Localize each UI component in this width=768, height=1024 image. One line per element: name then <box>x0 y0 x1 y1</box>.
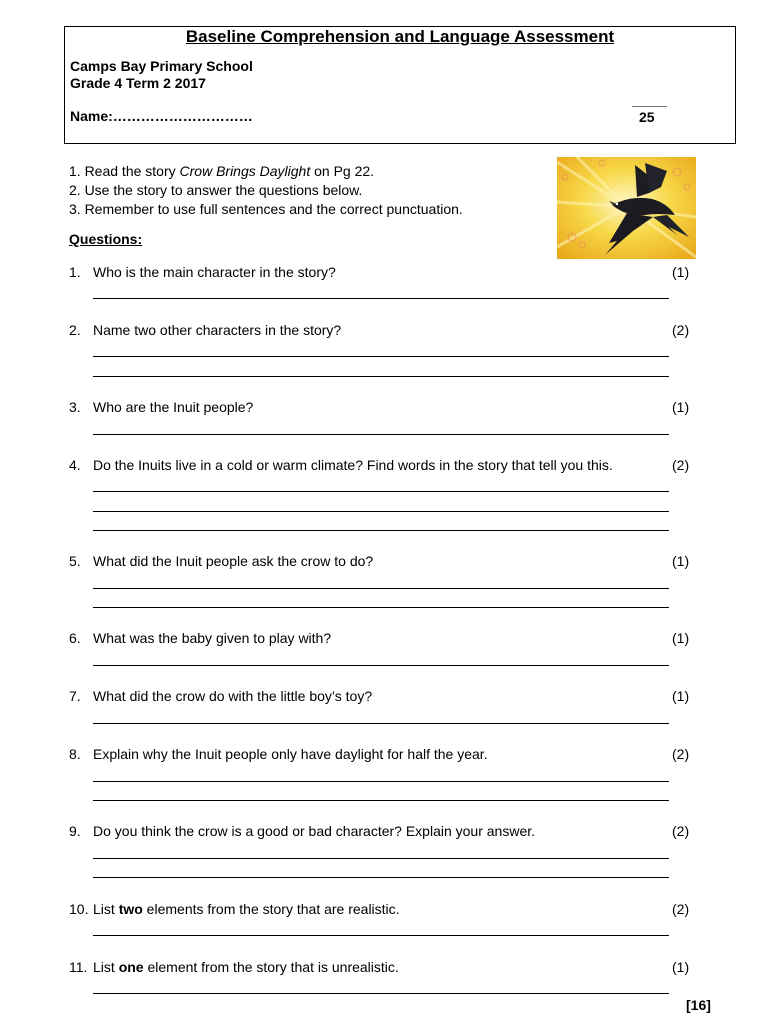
answer-line[interactable] <box>93 781 669 782</box>
answer-line[interactable] <box>93 298 669 299</box>
question-emphasis: one <box>118 959 144 975</box>
instruction-1 <box>69 163 374 180</box>
question-number: 8. <box>69 746 81 762</box>
question-text: What was the baby given to play with? <box>93 630 332 646</box>
answer-line[interactable] <box>93 376 669 377</box>
question-number: 5. <box>69 553 81 569</box>
question-marks: (1) <box>672 264 690 280</box>
instruction-2: 2. Use the story to answer the questions below. <box>69 182 363 198</box>
instruction-1-text: 1. Read the story <box>69 163 180 179</box>
answer-line[interactable] <box>93 723 669 724</box>
question-marks: (1) <box>672 553 690 569</box>
question-number: 1. <box>69 264 81 280</box>
question-text: Do you think the crow is a good or bad character? Explain your answer. <box>93 823 536 839</box>
total-score: 25 <box>639 109 655 125</box>
question-text-part: List <box>93 901 119 917</box>
question-number: 11. <box>69 959 88 975</box>
question-text: What did the Inuit people ask the crow to do? <box>93 553 374 569</box>
answer-line[interactable] <box>93 993 669 994</box>
instruction-1-page: on Pg 22. <box>310 163 375 179</box>
question-text <box>93 959 399 975</box>
answer-line[interactable] <box>93 877 669 878</box>
story-title: Crow Brings Daylight <box>179 163 311 179</box>
name-field-label[interactable]: Name:………………………… <box>70 108 253 124</box>
answer-line[interactable] <box>93 607 669 608</box>
question-number: 3. <box>69 399 81 415</box>
questions-heading: Questions: <box>69 231 143 247</box>
answer-line[interactable] <box>93 356 669 357</box>
answer-line[interactable] <box>93 511 669 512</box>
question-number: 2. <box>69 322 81 338</box>
question-emphasis: two <box>118 901 143 917</box>
question-text: Who is the main character in the story? <box>93 264 336 280</box>
school-name: Camps Bay Primary School <box>70 58 253 74</box>
question-text: Name two other characters in the story? <box>93 322 342 338</box>
question-marks: (2) <box>672 901 690 917</box>
question-marks: (1) <box>672 399 690 415</box>
question-marks: (1) <box>672 688 690 704</box>
grade-term: Grade 4 Term 2 2017 <box>70 75 206 91</box>
answer-line[interactable] <box>93 588 669 589</box>
question-marks: (1) <box>672 959 690 975</box>
question-text-part: elements from the story that are realistic. <box>142 901 400 917</box>
question-text: What did the crow do with the little boy’s toy? <box>93 688 373 704</box>
question-number: 4. <box>69 457 81 473</box>
answer-line[interactable] <box>93 935 669 936</box>
question-marks: (2) <box>672 457 690 473</box>
crow-illustration-icon <box>557 157 696 259</box>
page-title: Baseline Comprehension and Language Assessment <box>185 27 615 46</box>
answer-line[interactable] <box>93 665 669 666</box>
question-text: Explain why the Inuit people only have daylight for half the year. <box>93 746 488 762</box>
header-box <box>64 26 736 144</box>
question-text-part: element from the story that is unrealistic. <box>143 959 399 975</box>
question-text <box>93 901 400 917</box>
question-number: 10. <box>69 901 89 917</box>
question-text: Who are the Inuit people? <box>93 399 254 415</box>
question-marks: (1) <box>672 630 690 646</box>
question-marks: (2) <box>672 746 690 762</box>
question-text-part: List <box>93 959 119 975</box>
section-total: [16] <box>686 997 711 1013</box>
question-number: 6. <box>69 630 81 646</box>
score-divider <box>632 106 667 107</box>
answer-line[interactable] <box>93 800 669 801</box>
question-number: 7. <box>69 688 81 704</box>
answer-line[interactable] <box>93 491 669 492</box>
answer-line[interactable] <box>93 858 669 859</box>
question-marks: (2) <box>672 823 690 839</box>
question-marks: (2) <box>672 322 690 338</box>
answer-line[interactable] <box>93 434 669 435</box>
instruction-3: 3. Remember to use full sentences and the correct punctuation. <box>69 201 463 217</box>
question-number: 9. <box>69 823 81 839</box>
question-text: Do the Inuits live in a cold or warm climate? Find words in the story that tell you this. <box>93 457 613 473</box>
answer-line[interactable] <box>93 530 669 531</box>
